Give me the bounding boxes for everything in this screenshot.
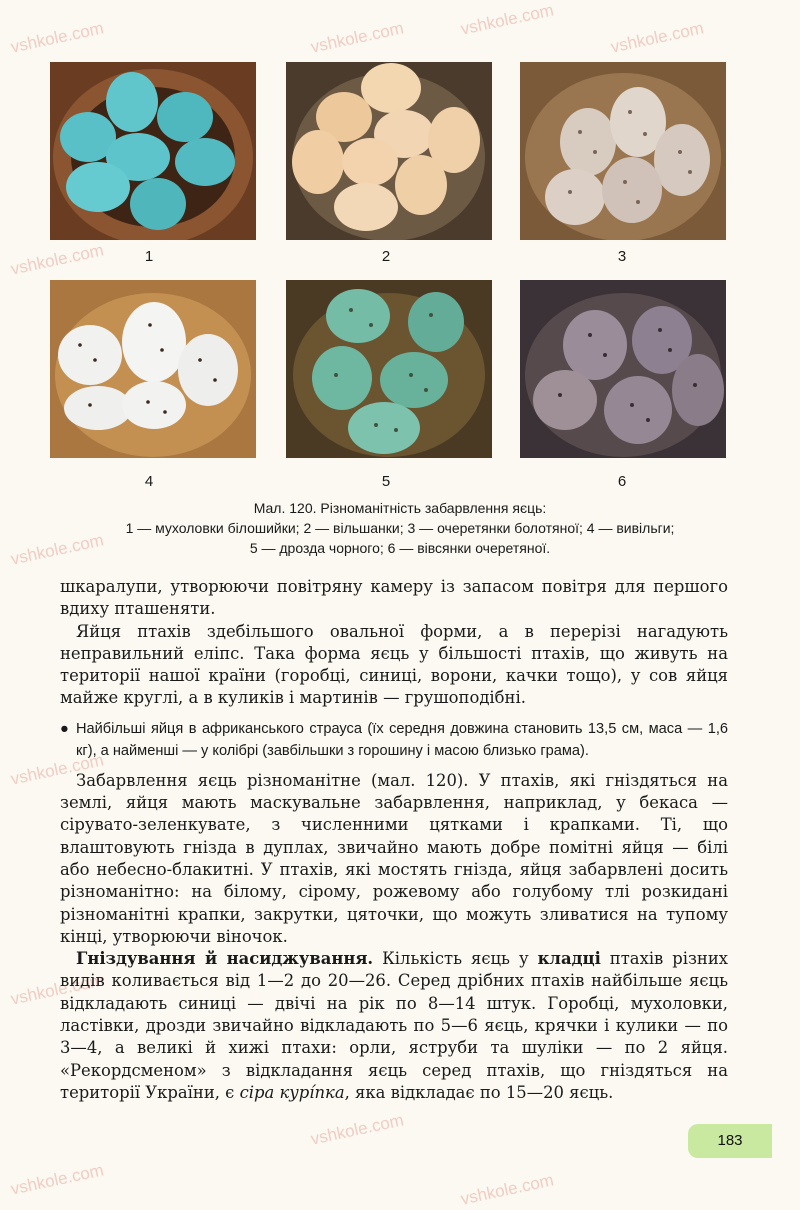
watermark: vshkole.com — [308, 1110, 406, 1149]
egg — [106, 72, 158, 132]
watermark: vshkole.com — [458, 1170, 556, 1209]
paragraph: шкаралупи, утворюючи повітряну камеру із запасом повітря для першого вдиху пташеняти. — [60, 577, 728, 619]
egg — [66, 162, 130, 212]
egg — [64, 386, 132, 430]
watermark: vshkole.com — [8, 1160, 106, 1199]
text-span: , яка відкладає по 15—20 яєць. — [344, 1082, 614, 1102]
species-name: сіра курíпка — [239, 1082, 345, 1102]
egg — [395, 155, 447, 215]
paragraph — [60, 948, 728, 1104]
watermark: vshkole.com — [8, 240, 106, 279]
watermark: vshkole.com — [8, 970, 106, 1009]
paragraph: Забарвлення яєць різноманітне (мал. 120). У птахів, які гніздяться на землі, яйця мають маскувальне забарвлення, наприклад, у бекаса — сірувато-зеленкувате, з численними цятками і крапками. Ті, що влаштовують гнізда в дуплах, звичайно мають добре помітні яйця — білі або небесно-блакитні. У птахів, які мостять гнізда, яйця забарвлені досить різноманітно: на білому, сірому, рожевому або голубому тлі розкидані різноманітні крапки, закрутки, цяточки, що можуть зливатися на тупому кінці, утворюючи віночок. — [60, 770, 728, 946]
note-text: Найбільші яйця в африканського страуса (їх середня довжина становить 13,5 см, маса — 1,6 кг), а найменші — у колібрі (завбільшки з горошину і масою близько грама). — [76, 720, 728, 759]
caption-line: 1 — мухоловки білошийки; 2 — вільшанки; 3 — очеретянки болотяної; 4 — вивільги; — [125, 520, 675, 536]
bullet-icon: ● — [60, 720, 69, 737]
figure-label-4: 4 — [144, 473, 154, 490]
egg — [408, 292, 464, 352]
term: кладці — [537, 949, 601, 969]
caption-title: Мал. 120. Різноманітність забарвлення яєць: — [253, 500, 547, 516]
egg — [361, 63, 421, 113]
watermark: vshkole.com — [8, 750, 106, 789]
egg-photo-3 — [520, 62, 726, 240]
egg — [602, 157, 662, 223]
egg — [563, 310, 627, 380]
text-span: Кількість яєць у — [373, 949, 538, 969]
egg — [58, 325, 122, 385]
figure-label-1: 1 — [144, 248, 154, 265]
watermark: vshkole.com — [608, 18, 706, 57]
egg — [533, 370, 597, 430]
egg — [157, 92, 213, 142]
egg — [560, 108, 616, 176]
egg — [326, 289, 390, 343]
caption-line: 5 — дрозда чорного; 6 — вівсянки очеретяної. — [249, 540, 551, 556]
egg — [672, 354, 724, 426]
egg — [178, 334, 238, 406]
figure-label-6: 6 — [617, 473, 627, 490]
egg — [380, 352, 448, 408]
egg-photo-1 — [50, 62, 256, 240]
egg — [292, 130, 344, 194]
egg — [545, 169, 605, 225]
text-span: птахів різних видів коливається від 1—2 до 20—26. Серед дрібних птахів найбільше яєць відкладають синиці — двічі на рік по 8—14 штук. Горобці, мухоловки, ластівки, дрозди звичайно відкладають по 5—6 яєць, крячки і кулики — по 3—4, а великі й хижі птахи: орли, яструби та шуліки — по 2 яйця. «Рекордсменом» з відкладання яєць серед птахів, що гніздяться на території України, є — [60, 949, 729, 1102]
page-number: 183 — [688, 1124, 772, 1158]
section-heading: Гніздування й насиджування. — [76, 949, 374, 969]
egg — [175, 138, 235, 186]
egg — [654, 124, 710, 196]
egg-photo-4 — [50, 280, 256, 458]
egg-photo-6 — [520, 280, 726, 458]
egg-photo-2 — [286, 62, 492, 240]
egg — [122, 381, 186, 429]
figure-label-3: 3 — [617, 248, 627, 265]
watermark: vshkole.com — [8, 530, 106, 569]
body-text — [60, 576, 728, 1104]
fact-note — [60, 718, 728, 762]
egg — [122, 302, 186, 382]
watermark: vshkole.com — [458, 0, 556, 39]
egg — [130, 178, 186, 230]
watermark: vshkole.com — [8, 18, 106, 57]
paragraph: Яйця птахів здебільшого овальної форми, а в перерізі нагадують неправильний еліпс. Така форма яєць у більшості птахів, що живуть на території нашої країни (горобці, синиці, ворони, качки тощо), у сов яйця майже круглі, а в куликів і мартинів — грушоподібні. — [60, 621, 728, 708]
egg-photo-5 — [286, 280, 492, 458]
figure-label-2: 2 — [381, 248, 391, 265]
figure-label-5: 5 — [381, 473, 391, 490]
egg — [334, 183, 398, 231]
egg — [348, 402, 420, 454]
egg — [312, 346, 372, 410]
watermark: vshkole.com — [308, 18, 406, 57]
figure-caption — [40, 498, 760, 558]
egg — [604, 376, 672, 444]
egg — [342, 138, 398, 186]
